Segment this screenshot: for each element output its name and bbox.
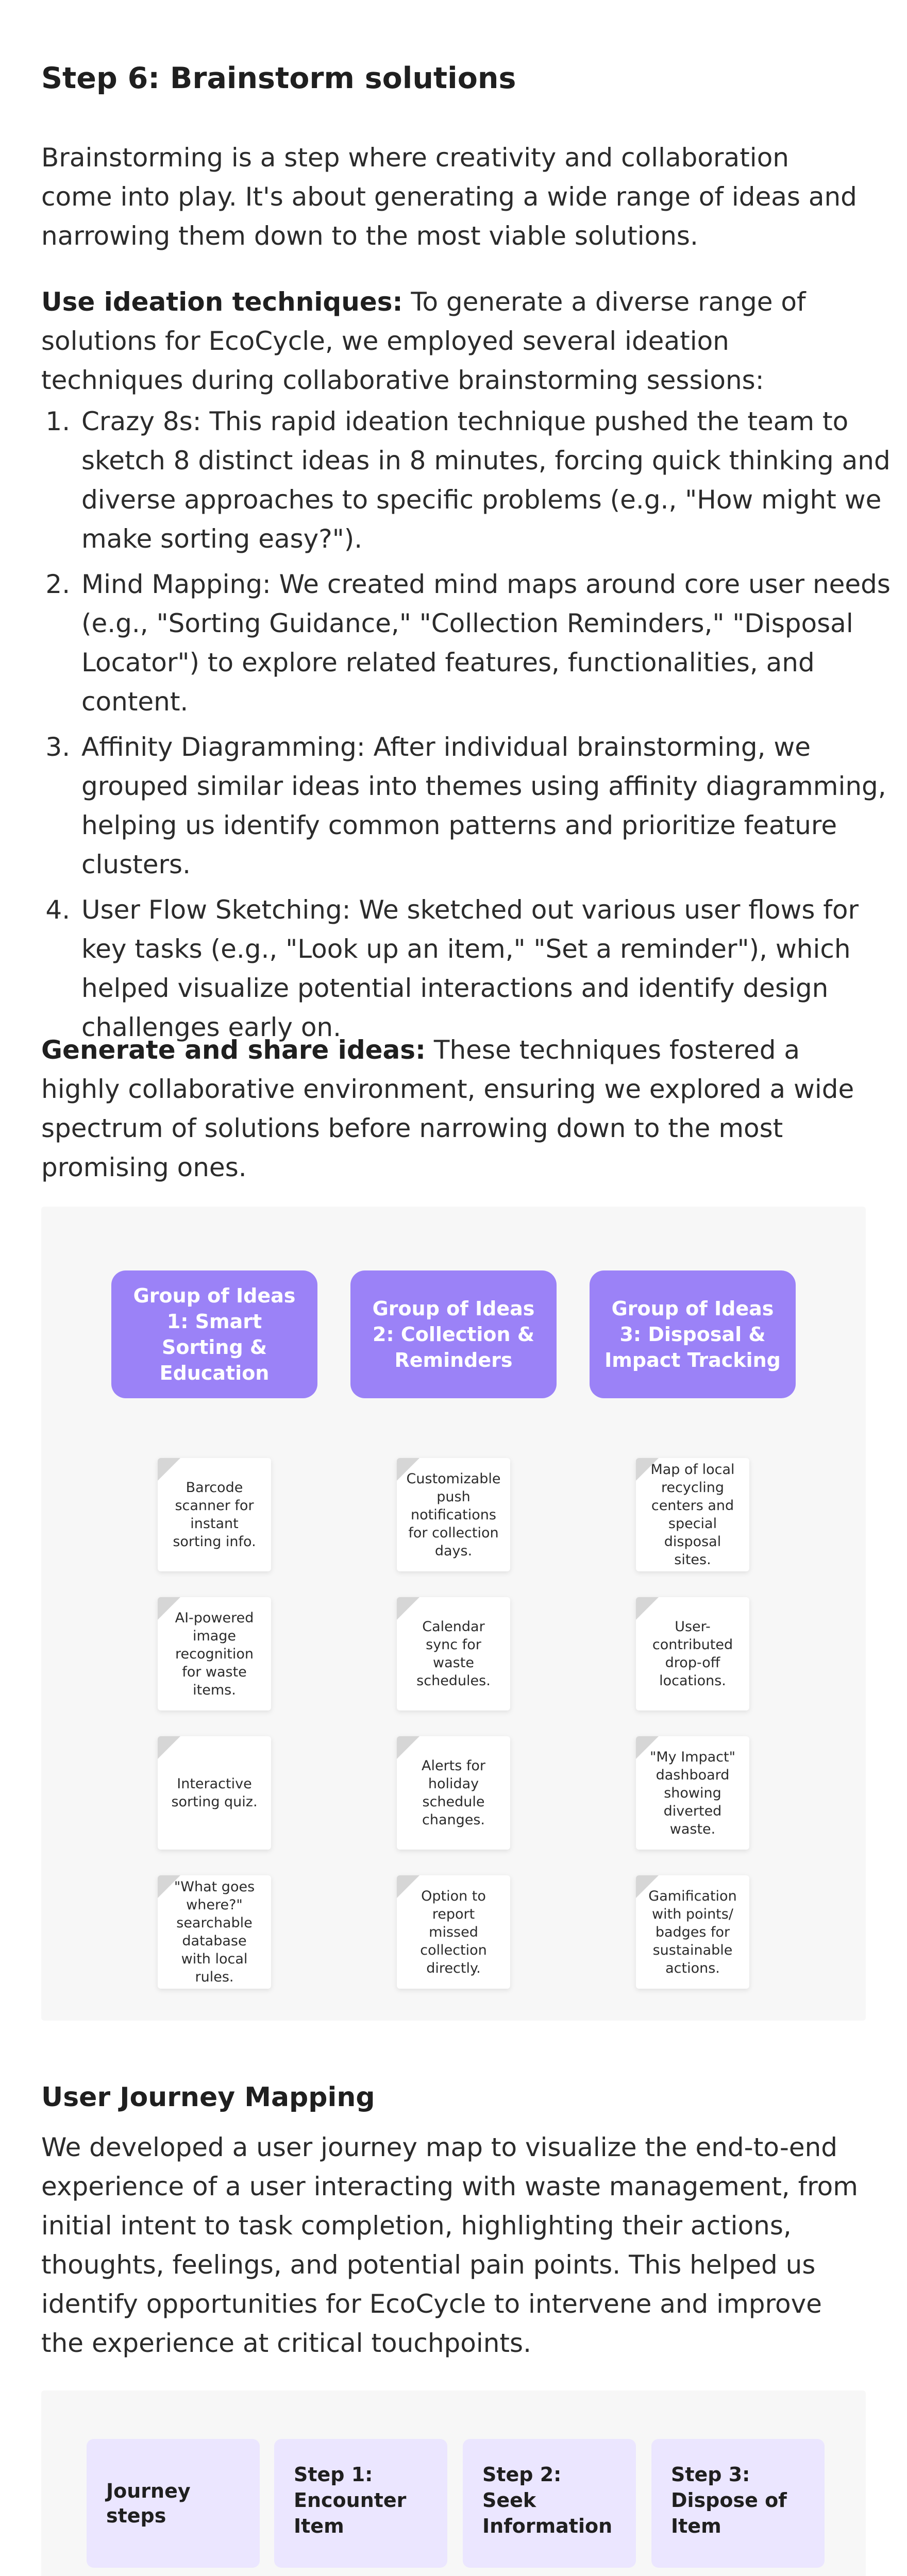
- idea-group-2: [350, 1270, 557, 1976]
- journey-intro: We developed a user journey map to visualize the end-to-end experience of a user interacting with waste management, from initial intent to task completion, highlighting their actions, thoughts, feelings, and potential pain points. This helped us identify opportunities for EcoCycle to intervene and improve the experience at critical touchpoints.: [41, 2132, 858, 2358]
- sticky-note: Map of local recycling centers and special disposal sites.: [636, 1458, 749, 1571]
- sticky-note: Calendar sync for waste schedules.: [397, 1597, 510, 1710]
- sticky-note: AI-powered image recognition for waste items.: [158, 1597, 271, 1710]
- idea-group-1: [111, 1270, 317, 1985]
- sticky-note: User-contributed drop-off locations.: [636, 1597, 749, 1710]
- sticky-note: Barcode scanner for instant sorting info.: [158, 1458, 271, 1571]
- group-header: Group of Ideas 1: Smart Sorting & Education: [111, 1270, 317, 1398]
- affinity-board: [41, 1207, 866, 2021]
- generate-paragraph: [41, 1030, 866, 1187]
- ideation-label: Use ideation techniques:: [41, 287, 403, 317]
- sticky-note: Interactive sorting quiz.: [158, 1736, 271, 1850]
- idea-group-3: [590, 1270, 796, 1976]
- journey-step-header: Step 2: Seek Information: [463, 2439, 636, 2568]
- journey-corner-label: Journey steps: [87, 2439, 260, 2568]
- technique-item: 1. Crazy 8s: This rapid ideation technique pushed the team to sketch 8 distinct ideas in 8 minutes, forcing quick thinking and diverse approaches to specific problems (e.g., "How might we make sorting easy?").: [78, 402, 898, 558]
- intro-paragraph: Brainstorming is a step where creativity and collaboration come into play. It's about generating a wide range of ideas and narrowing them down to the most viable solutions.: [41, 143, 857, 251]
- technique-item: 4. User Flow Sketching: We sketched out various user flows for key tasks (e.g., "Look up an item," "Set a reminder"), which helped visualize potential interactions and identify design challenges early on.: [78, 890, 898, 1047]
- group-header: Group of Ideas 3: Disposal & Impact Tracking: [590, 1270, 796, 1398]
- journey-map: [41, 2391, 866, 2576]
- sticky-note: Option to report missed collection directly.: [397, 1875, 510, 1989]
- ideation-text: To generate a diverse range of solutions for EcoCycle, we employed several ideation techniques during collaborative brainstorming sessions:: [41, 287, 806, 395]
- sticky-note: Customizable push notifications for collection days.: [397, 1458, 510, 1571]
- journey-title: User Journey Mapping: [41, 2082, 375, 2113]
- technique-item: 2. Mind Mapping: We created mind maps around core user needs (e.g., "Sorting Guidance," "Collection Reminders," "Disposal Locator") to explore related features, functionalities, and content.: [78, 565, 898, 721]
- generate-label: Generate and share ideas:: [41, 1035, 426, 1065]
- ideation-paragraph: [41, 282, 866, 400]
- sticky-note: Alerts for holiday schedule changes.: [397, 1736, 510, 1850]
- technique-item: 3. Affinity Diagramming: After individual brainstorming, we grouped similar ideas into themes using affinity diagramming, helping us identify common patterns and prioritize feature clusters.: [78, 727, 898, 884]
- sticky-note: "My Impact" dashboard showing diverted waste.: [636, 1736, 749, 1850]
- techniques-list: [41, 402, 898, 1053]
- journey-step-header: Step 1: Encounter Item: [274, 2439, 447, 2568]
- journey-step-header: Step 3: Dispose of Item: [651, 2439, 825, 2568]
- group-header: Group of Ideas 2: Collection & Reminders: [350, 1270, 557, 1398]
- sticky-note: "What goes where?" searchable database with local rules.: [158, 1875, 271, 1989]
- generate-text: These techniques fostered a highly collaborative environment, ensuring we explored a wide spectrum of solutions before narrowing down to the most promising ones.: [41, 1035, 854, 1182]
- section-title: Step 6: Brainstorm solutions: [41, 61, 516, 95]
- sticky-note: Gamification with points/ badges for sustainable actions.: [636, 1875, 749, 1989]
